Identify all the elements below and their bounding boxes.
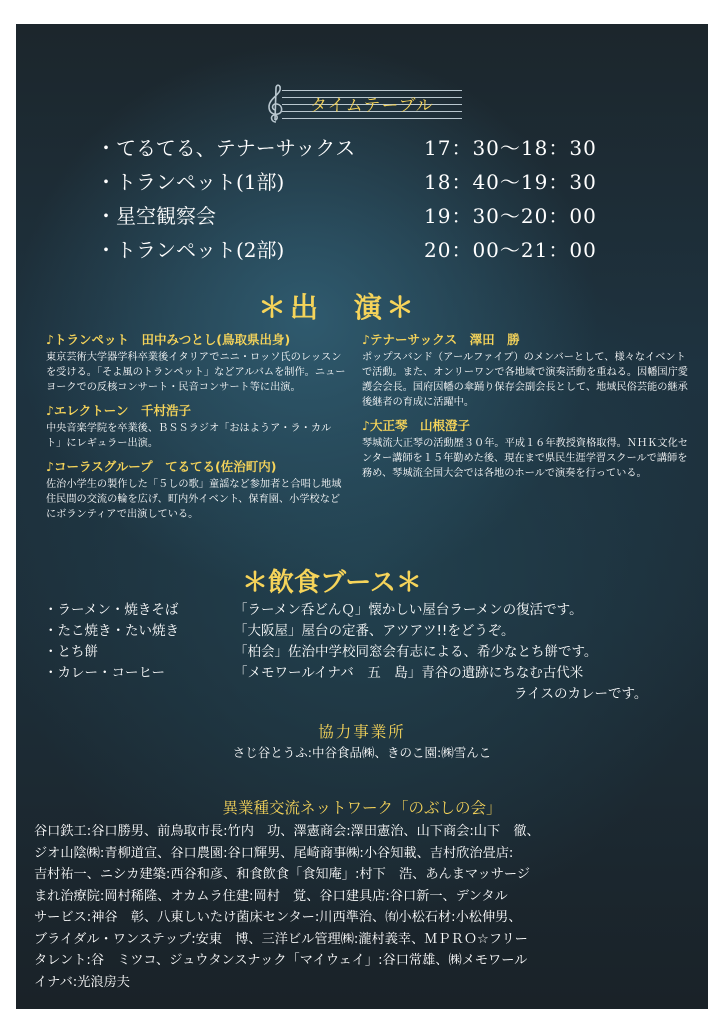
schedule-time: 20：00〜21：00	[424, 238, 597, 262]
food-row	[44, 619, 694, 640]
schedule-label: ・てるてる、テナーサックス	[96, 136, 356, 160]
timetable-header	[264, 82, 464, 126]
performer-heading: ♪大正琴 山根澄子	[362, 418, 470, 433]
food-detail: 「柏会」佐治中学校同窓会有志による、希少なとち餅です。	[234, 644, 598, 660]
network-line: ジオ山陰㈱:青柳道宣、谷口農園:谷口輝男、尾崎商事㈱:小谷知載、吉村欣治畳店:	[34, 845, 514, 861]
schedule-row	[96, 200, 616, 234]
performer-description: 佐治小学生の製作した「５しの歌」童謡など参加者と合唱し地域住民間の交流の輪を広げ、町内外イベント、保育園、小学校などにボランティアで出演している。	[46, 479, 342, 520]
performer-description: 琴城流大正琴の活動歴３０年。平成１６年教授資格取得。ＮＨＫ文化センター講師を１５年勤めた後、現在まで県民生涯学習スクールで講師を務め、琴城流全国大会では各地のホールで演奏を行っている。	[362, 438, 688, 479]
performer-heading: ♪トランペット 田中みつとし(鳥取県出身)	[46, 332, 291, 347]
network-line: まれ治療院:岡村稀隆、オカムラ住建:岡村 覚、谷口建具店:谷口新一、デンタル	[34, 888, 508, 904]
network-line: イナバ:光浪房夫	[34, 974, 130, 990]
food-item: ・ラーメン・焼きそば	[44, 602, 179, 618]
network-line: 吉村祐一、ニシカ建築:西谷和彦、和食飲食「食知庵」:村下 浩、あんまマッサージ	[34, 867, 531, 882]
schedule-time: 17：30〜18：30	[424, 136, 597, 160]
network-line: 谷口鉄工:谷口勝男、前鳥取市長:竹内 功、澤憲商会:澤田憲治、山下商会:山下 徹、	[34, 824, 540, 839]
cooperation-text: さじ谷とうふ:中谷食品㈱、きのこ園:㈱雪んこ	[232, 745, 492, 760]
food-row	[44, 598, 694, 619]
staff-line	[282, 118, 462, 119]
schedule-time: 19：30〜20：00	[424, 204, 597, 228]
schedule-label: ・トランペット(2部)	[96, 238, 285, 262]
cooperation-title: 協力事業所	[318, 723, 406, 741]
network-line: タレント:谷 ミツコ、ジュウタンスナック「マイウェイ」:谷口常雄、㈱メモワール	[34, 953, 528, 968]
food-detail: 「ラーメン呑どんＱ」懐かしい屋台ラーメンの復活です。	[234, 602, 583, 618]
food-title: ＊飲食ブース＊	[242, 568, 422, 598]
food-detail-continuation: ライスのカレーです。	[514, 686, 648, 702]
timetable-title: タイムテーブル	[310, 96, 434, 116]
performer-description: ポップスバンド（アールファイブ）のメンバーとして、様々なイベントで活動。また、オンリーワンで各地域で演奏活動を重ねる。因幡国庁愛護会会長。国府因幡の傘踊り保存会副会長として、地域民俗芸能の継承後継者の育成に活躍中。	[362, 352, 688, 408]
food-item: ・たこ焼き・たい焼き	[44, 623, 179, 639]
schedule-row	[96, 234, 616, 268]
flyer-panel	[16, 24, 708, 1009]
performer-heading: ♪エレクトーン 千村浩子	[46, 403, 191, 418]
food-row	[44, 640, 694, 661]
performers-left-column	[46, 330, 346, 528]
schedule-label: ・星空観察会	[96, 204, 216, 228]
network-title: 異業種交流ネットワーク「のぶしの会」	[222, 799, 502, 817]
food-row	[44, 661, 694, 682]
performer-description: 中央音楽学院を卒業後、ＢＳＳラジオ「おはようア・ラ・カルト」にレギュラー出演。	[46, 423, 332, 449]
food-detail: 「メモワールイナバ 五 島」青谷の遺跡にちなむ古代米	[234, 665, 584, 681]
network-line: サービス:神谷 彰、八東しいたけ菌床センター:川西準治、㈲小松石材:小松伸男、	[34, 910, 522, 925]
performer-heading: ♪コーラスグループ てるてる(佐治町内)	[46, 459, 277, 474]
schedule-row	[96, 166, 616, 200]
network-list	[34, 821, 696, 993]
food-detail: 「大阪屋」屋台の定番、アツアツ!!をどうぞ。	[234, 623, 515, 639]
performers-right-column	[362, 330, 692, 487]
schedule-time: 18：40〜19：30	[424, 170, 597, 194]
schedule-list	[96, 132, 616, 268]
food-item: ・とち餅	[44, 644, 98, 660]
schedule-label: ・トランペット(1部)	[96, 170, 285, 194]
food-list	[44, 598, 694, 703]
network-line: ブライダル・ワンステップ:安東 博、三洋ビル管理㈱:瀧村義幸、ＭＰＲＯ☆フリー	[34, 931, 528, 947]
food-row	[44, 682, 694, 703]
performers-title: ＊出 演＊	[258, 291, 419, 324]
performer-description: 東京芸術大学器学科卒業後イタリアでニニ・ロッソ氏のレッスンを受ける。「そよ風のトランペット」などアルバムを制作。ニューヨークでの反核コンサート・民音コンサート等に出演。	[46, 352, 346, 393]
schedule-row	[96, 132, 616, 166]
food-item: ・カレー・コーヒー	[44, 665, 165, 681]
performer-heading: ♪テナーサックス 澤田 勝	[362, 332, 520, 347]
